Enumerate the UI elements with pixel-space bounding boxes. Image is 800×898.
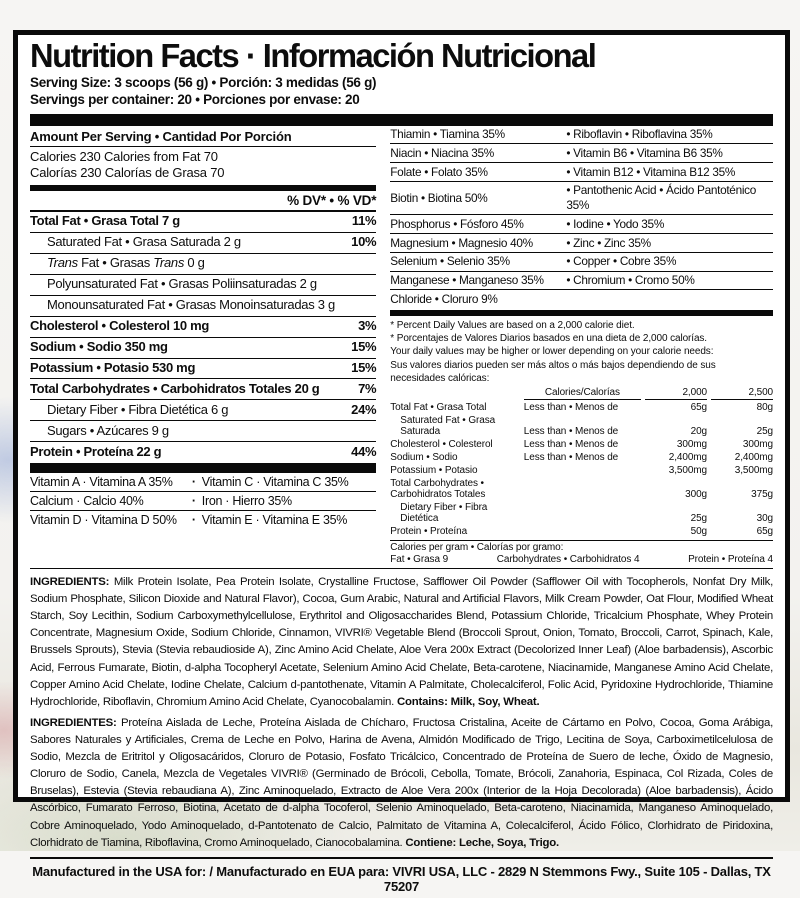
left-column — [30, 126, 376, 565]
dv-row-value-2000: 2,400mg — [668, 452, 707, 464]
nutrient-label: Protein • Proteína 22 g — [30, 443, 162, 459]
dv-row-qualifier: Less than • Menos de — [523, 452, 619, 464]
calories-es: Calorías 230 Calorías de Grasa 70 — [30, 165, 225, 181]
vitamin-row — [30, 492, 376, 511]
dv-table-row — [390, 401, 773, 414]
nutrient-row — [30, 254, 376, 275]
dv-row-value-2000: 25g — [690, 513, 707, 525]
micronutrient-item: Biotin • Biotina 50% — [390, 190, 488, 205]
dv-table-calories-header: Calories/Calorías — [524, 387, 641, 400]
manufacturer-line: Manufactured in the USA for: / Manufacturado en EUA para: VIVRI USA, LLC - 2829 N Stemmons Fwy., Suite 105 - Dallas, TX 75207 — [30, 857, 773, 898]
calories-per-gram-item: Fat • Grasa 9 — [390, 554, 449, 566]
nutrient-row — [30, 296, 376, 317]
nutrient-label: Polyunsaturated Fat • Grasas Poliinsaturadas 2 g — [47, 276, 317, 292]
micronutrient-row — [390, 126, 773, 145]
dv-row-name: Total Fat • Grasa Total — [390, 402, 487, 414]
dv-table-row — [390, 525, 773, 538]
nutrient-percent: 15% — [351, 339, 377, 355]
right-column — [390, 126, 773, 565]
dv-row-value-2500: 80g — [756, 402, 773, 414]
vitamin-item: Vitamin A · Vitamina A 35% — [30, 475, 173, 490]
vitamin-item: Vitamin E · Vitamina E 35% — [201, 513, 348, 528]
dv-table-rows — [390, 401, 773, 538]
dv-table-row — [390, 438, 773, 451]
nutrient-rows — [30, 212, 376, 462]
micronutrient-rows — [390, 126, 773, 308]
dv-table-row — [390, 464, 773, 477]
micronutrient-row — [390, 253, 773, 272]
calories-per-gram-items — [390, 553, 773, 565]
dv-table-row — [390, 501, 773, 525]
servings-per-container-line: Servings per container: 20 • Porciones por envase: 20 — [30, 92, 360, 108]
dv-table-row — [390, 414, 773, 438]
micronutrient-item: Chloride • Cloruro 9% — [390, 291, 498, 306]
vitamin-item: Iron · Hierro 35% — [201, 494, 292, 509]
ingredients-es-prefix: INGREDIENTES: — [30, 716, 117, 729]
nutrient-label: Saturated Fat • Grasa Saturada 2 g — [47, 234, 241, 250]
dv-row-value-2500: 25g — [756, 426, 773, 438]
nutrient-label: Total Carbohydrates • Carbohidratos Totales 20 g — [30, 380, 320, 396]
nutrient-label: Sugars • Azúcares 9 g — [47, 422, 169, 438]
nutrient-percent: 24% — [351, 401, 377, 417]
nutrient-row — [30, 379, 376, 400]
dv-row-value-2500: 2,400mg — [734, 452, 773, 464]
calories-per-gram-item: Protein • Proteína 4 — [688, 554, 773, 566]
footnote-line: * Porcentajes de Valores Diarios basados en una dieta de 2,000 calorías. — [390, 333, 707, 345]
calories-block — [30, 147, 376, 185]
micronutrient-item: Niacin • Niacina 35% — [390, 145, 494, 160]
vitamin-row — [30, 511, 376, 529]
dv-row-value-2500: 300mg — [742, 439, 773, 451]
dv-table-row — [390, 451, 773, 464]
nutrient-row — [30, 442, 376, 462]
nutrient-row — [30, 338, 376, 359]
dv-row-value-2500: 375g — [751, 489, 773, 501]
dv-row-name: Protein • Proteína — [390, 526, 468, 538]
micronutrient-row — [390, 272, 773, 291]
dv-row-value-2000: 300mg — [676, 439, 707, 451]
dv-row-name: Sodium • Sodio — [390, 452, 458, 464]
calories-per-gram-item: Carbohydrates • Carbohidratos 4 — [496, 554, 640, 566]
thick-divider-protein — [30, 463, 376, 473]
nutrient-row — [30, 275, 376, 296]
nutrient-row — [30, 421, 376, 442]
micronutrient-item: • Vitamin B6 • Vitamina B6 35% — [566, 146, 773, 161]
micronutrient-item: • Copper • Cobre 35% — [566, 254, 773, 269]
dv-table-2500-header: 2,500 — [711, 387, 773, 400]
dv-row-name: Dietary Fiber • Fibra Dietética — [400, 502, 488, 525]
nutrient-row — [30, 317, 376, 338]
ingredients-es-contains: Contiene: Leche, Soya, Trigo. — [405, 836, 560, 849]
dv-row-value-2000: 300g — [685, 489, 707, 501]
dv-row-value-2500: 65g — [756, 526, 773, 538]
nutrient-percent: 10% — [351, 234, 377, 250]
nutrient-label: Sodium • Sodio 350 mg — [30, 339, 168, 355]
footnotes — [390, 319, 773, 385]
dv-row-value-2000: 20g — [690, 426, 707, 438]
vitamin-item: Calcium · Calcio 40% — [30, 494, 144, 509]
micronutrient-row — [390, 163, 773, 182]
micronutrient-item: Magnesium • Magnesio 40% — [390, 235, 533, 250]
dv-row-name: Potassium • Potasio — [390, 465, 478, 477]
nutrient-row — [30, 212, 376, 233]
ingredients-en-body: Milk Protein Isolate, Pea Protein Isolate, Crystalline Fructose, Safflower Oil Powder (Safflower Oil with Tocopherols, Nonfat Dry Milk, Sodium Phosphate, Silicon Dioxide and Natural Flavor), Cocoa, Gum Arabic, Natural and Artificial Flavors, Milk Cream Powder, Oat Flour, Modified Wheat Starch, Soy Lecithin, Sodium Carboxymethylcellulose, Erythritol and Oligosaccharides Blend, Potassium Chloride, Tricalcium Phosphate, Whey Protein Concentrate, Magnesium Oxide, Sodium Chloride, Cinnamon, VIVRI® Vegetable Blend (Broccoli Sprout, Onion, Tomato, Broccoli, Carrot, Spinach, Kale, Brussels Sprouts), Stevia (Stevia rebaudioside A), Zinc Amino Acid Chelate, Aloe Vera 200x Extract (Decolorized Inner Leaf) (Aloe barbadensis), Ascorbic Acid, Ferrous Fumarate, Biotin, d-alpha Tocopheryl Acetate, Selenium Amino Acid Chelate, Beta-carotene, Niacinamide, Manganese Amino Acid Chelate, Copper Amino Acid Chelate, Iodine Chelate, Calcium d-pantothenate, Vitamin A Palmitate, Cholecalciferol, Folic Acid, Pyridoxine Hydrochloride, Thiamine Hydrochloride, Riboflavin, Chromium Amino Acid Chelate, Cyanocobalamin. — [30, 576, 773, 708]
micronutrient-item: • Chromium • Cromo 50% — [566, 273, 773, 288]
micronutrient-item: • Iodine • Yodo 35% — [566, 217, 773, 232]
dv-row-qualifier: Less than • Menos de — [523, 439, 619, 451]
micronutrient-item: Manganese • Manganeso 35% — [390, 273, 544, 288]
dv-row-value-2500: 30g — [756, 513, 773, 525]
dv-row-value-2500: 3,500mg — [734, 465, 773, 477]
vitamin-item: Vitamin D · Vitamina D 50% — [30, 513, 177, 528]
nutrient-row — [30, 400, 376, 421]
micronutrient-row — [390, 290, 773, 308]
nutrient-label: Potassium • Potasio 530 mg — [30, 360, 196, 376]
daily-values-table — [390, 386, 773, 538]
ingredients-en-contains: Contains: Milk, Soy, Wheat. — [396, 695, 540, 708]
nutrient-percent: 11% — [351, 213, 377, 229]
nutrient-row — [30, 359, 376, 380]
serving-size-line: Serving Size: 3 scoops (56 g) • Porción: 3 medidas (56 g) — [30, 74, 377, 90]
label-title: Nutrition Facts · Información Nutricional — [30, 37, 596, 74]
vitamin-row — [30, 473, 376, 492]
footnote-line: Your daily values may be higher or lower depending on your calorie needs: — [390, 346, 714, 358]
calories-per-gram — [390, 540, 773, 565]
dv-table-row — [390, 477, 773, 501]
dv-row-name: Cholesterol • Colesterol — [390, 439, 493, 451]
micronutrient-row — [390, 144, 773, 163]
nutrient-percent: 15% — [351, 360, 377, 376]
dv-row-value-2000: 65g — [690, 402, 707, 414]
dv-row-name: Total Carbohydrates • Carbohidratos Totales — [390, 478, 486, 501]
vitamin-item: Vitamin C · Vitamina C 35% — [201, 475, 349, 490]
footnote-line: Sus valores diarios pueden ser más altos o más bajos dependiendo de sus necesidades calóricas: — [390, 359, 716, 384]
dv-row-qualifier: Less than • Menos de — [523, 402, 619, 414]
micronutrient-row — [390, 182, 773, 215]
micronutrient-item: Folate • Folato 35% — [390, 164, 488, 179]
dv-row-value-2000: 3,500mg — [668, 465, 707, 477]
daily-values-table-header — [390, 386, 773, 401]
dv-table-2000-header: 2,000 — [645, 387, 707, 400]
nutrient-label: Monounsaturated Fat • Grasas Monoinsaturadas 3 g — [47, 297, 335, 313]
micronutrient-row — [390, 234, 773, 253]
footnote-line: * Percent Daily Values are based on a 2,000 calorie diet. — [390, 320, 635, 332]
micronutrient-item: • Riboflavin • Riboflavina 35% — [566, 127, 773, 142]
bullet-separator: · — [191, 513, 196, 528]
nutrient-percent: 44% — [351, 443, 377, 459]
ingredients-es-body: Proteína Aislada de Leche, Proteína Aislada de Chícharo, Fructosa Cristalina, Aceite de Cártamo en Polvo, Cocoa, Goma Arábiga, Sabores Naturales y Artificiales, Crema de Leche en Polvo, Harina de Avena, Almidón Modificado de Trigo, Lecitina de Soya, Carboximetilcelulosa de Sodio, Mezcla de Eritritol y Oligosacáridos, Cloruro de Potasio, Fosfato Tricálcico, Concentrado de Proteína de Suero de leche, Óxido de Magnesio, Cloruro de Sodio, Canela, Mezcla de Vegetales VIVRI® (Germinado de Brócoli, Cebolla, Tomate, Brócoli, Zanahoria, Espinaca, Col Rizada, Coles de Bruselas), Estevia (Stevia rebaudiana A), Zinc Aminoquelado, Extracto de Aloe Vera 200x (Interior de la Hoja Decolorada) (Aloe barbadensis), Ácido Ascórbico, Fumarato Ferroso, Biotina, Acetato de d-alpha Tocoferol, Selenio Aminoquelado, Beta-caroteno, Niacinamida, Manganeso Aminoquelado, Cobre Aminoquelado, Yodo Aminoquelado, d-Pantotenato de Calcio, Palmitato de Vitamina A, Colecalciferol, Ácido Fólico, Clorhidrato de Piridoxina, Clorhidrato de Tiamina, Riboflavina, Cromo Aminoquelado, Cianocobalamina. — [30, 716, 773, 849]
micronutrient-row — [390, 215, 773, 234]
ingredients-en-prefix: INGREDIENTS: — [30, 576, 110, 589]
nutrient-label: Total Fat • Grasa Total 7 g — [30, 213, 180, 229]
micronutrient-item: Thiamin • Tiamina 35% — [390, 127, 505, 142]
ingredients-es — [30, 713, 773, 852]
bullet-separator: · — [191, 494, 196, 509]
calories-per-gram-title: Calories per gram • Calorías por gramo: — [390, 542, 564, 554]
thick-divider-top — [30, 114, 773, 126]
micronutrient-item: Selenium • Selenio 35% — [390, 254, 510, 269]
micronutrient-item: • Pantothenic Acid • Ácido Pantoténico 35% — [566, 183, 773, 212]
bullet-separator: · — [191, 475, 196, 490]
vitamin-rows — [30, 473, 376, 529]
nutrient-label: Cholesterol • Colesterol 10 mg — [30, 318, 210, 334]
calories-en: Calories 230 Calories from Fat 70 — [30, 148, 218, 164]
nutrient-label: Dietary Fiber • Fibra Dietética 6 g — [47, 401, 229, 417]
columns — [30, 126, 773, 565]
ingredients-en — [30, 568, 773, 711]
dv-row-value-2000: 50g — [690, 526, 707, 538]
nutrient-percent: 7% — [358, 380, 377, 396]
nutrient-row — [30, 233, 376, 254]
micronutrient-item: • Zinc • Zinc 35% — [566, 236, 773, 251]
daily-value-header: % DV* • % VD* — [30, 191, 376, 212]
micronutrient-item: • Vitamin B12 • Vitamina B12 35% — [566, 165, 773, 180]
dv-row-qualifier: Less than • Menos de — [523, 426, 619, 438]
thick-divider-micronutrients — [390, 310, 773, 316]
nutrient-percent: 3% — [358, 318, 377, 334]
amount-per-serving-header: Amount Per Serving • Cantidad Por Porción — [30, 126, 376, 147]
micronutrient-item: Phosphorus • Fósforo 45% — [390, 216, 524, 231]
nutrition-label — [13, 30, 790, 894]
nutrient-label: Trans Fat • Grasas Trans 0 g — [47, 255, 205, 271]
dv-row-name: Saturated Fat • Grasa Saturada — [400, 415, 496, 438]
